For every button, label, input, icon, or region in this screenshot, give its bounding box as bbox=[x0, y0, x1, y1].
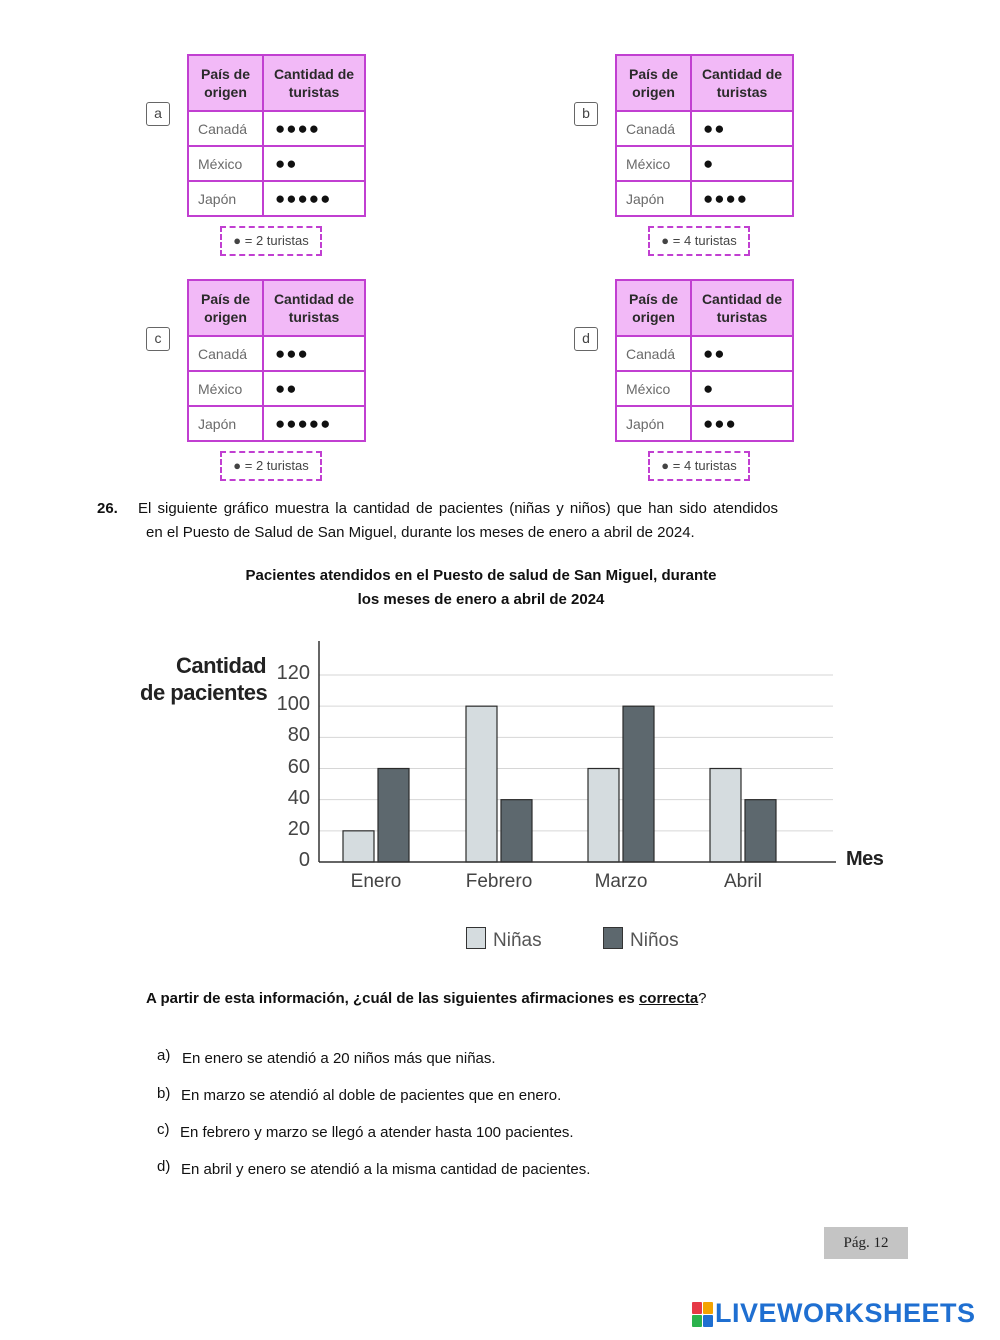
country-cell: México bbox=[616, 146, 691, 181]
bar-ninos-enero bbox=[378, 769, 409, 863]
dots-cell: ●●●●● bbox=[263, 181, 365, 216]
y-tick-label: 40 bbox=[287, 786, 310, 809]
header-count: Cantidad de turistas bbox=[263, 55, 365, 111]
bar-ninas-enero bbox=[343, 831, 374, 862]
question-emphasis: correcta bbox=[638, 990, 699, 1007]
dots-cell: ●● bbox=[691, 336, 793, 371]
header-count: Cantidad de turistas bbox=[691, 55, 793, 111]
question-text-line2: en el Puesto de Salud de San Miguel, durante los meses de enero a abril de 2024. bbox=[146, 524, 695, 541]
header-country: País de origen bbox=[616, 55, 691, 111]
question-text-line1: El siguiente gráfico muestra la cantidad de pacientes (niñas y niños) que han sido atendidos bbox=[138, 500, 779, 517]
dots-cell: ●●●● bbox=[691, 181, 793, 216]
bar-ninos-febrero bbox=[501, 800, 532, 862]
answer-label-d[interactable]: d) bbox=[157, 1158, 171, 1175]
dots-cell: ●● bbox=[691, 111, 793, 146]
country-cell: Canadá bbox=[616, 111, 691, 146]
country-cell: Japón bbox=[188, 181, 263, 216]
header-country: País de origen bbox=[616, 280, 691, 336]
x-axis-label: Mes bbox=[846, 848, 884, 870]
dots-cell: ● bbox=[691, 146, 793, 181]
country-cell: Japón bbox=[616, 181, 691, 216]
legend-key: ● = 4 turistas bbox=[648, 226, 750, 256]
question-prefix: A partir de esta información, ¿cuál de las siguientes afirmaciones es bbox=[146, 990, 639, 1007]
option-letter[interactable]: c bbox=[146, 327, 170, 351]
y-axis-label: Cantidad bbox=[176, 653, 267, 678]
legend-key: ● = 2 turistas bbox=[220, 451, 322, 481]
dots-cell: ●● bbox=[263, 371, 365, 406]
answer-label-c[interactable]: c) bbox=[157, 1121, 170, 1138]
header-country: País de origen bbox=[188, 280, 263, 336]
option-letter[interactable]: b bbox=[574, 102, 598, 126]
dots-cell: ●●● bbox=[691, 406, 793, 441]
answer-label-a[interactable]: a) bbox=[157, 1047, 171, 1064]
bar-ninas-febrero bbox=[466, 706, 497, 862]
bar-ninos-abril bbox=[745, 800, 776, 862]
bar-ninos-marzo bbox=[623, 706, 654, 862]
chart-subtitle: los meses de enero a abril de 2024 bbox=[357, 591, 605, 608]
dots-cell: ●●●● bbox=[263, 111, 365, 146]
legend-key: ● = 2 turistas bbox=[220, 226, 322, 256]
option-letter[interactable]: a bbox=[146, 102, 170, 126]
country-cell: Canadá bbox=[188, 336, 263, 371]
bar-ninas-abril bbox=[710, 769, 741, 863]
legend-label-ninos: Niños bbox=[630, 930, 679, 951]
legend-label-ninas: Niñas bbox=[493, 930, 542, 951]
option-letter[interactable]: d bbox=[574, 327, 598, 351]
x-tick-label: Marzo bbox=[594, 871, 648, 892]
country-cell: Canadá bbox=[616, 336, 691, 371]
country-cell: México bbox=[188, 146, 263, 181]
answer-text-d[interactable]: En abril y enero se atendió a la misma cantidad de pacientes. bbox=[181, 1161, 591, 1178]
y-tick-label: 20 bbox=[287, 817, 310, 840]
y-tick-label: 0 bbox=[298, 849, 310, 871]
question-suffix: ? bbox=[698, 990, 707, 1007]
dots-cell: ●● bbox=[263, 146, 365, 181]
header-count: Cantidad de turistas bbox=[691, 280, 793, 336]
country-cell: Japón bbox=[616, 406, 691, 441]
x-tick-label: Enero bbox=[350, 871, 402, 892]
answer-text-a[interactable]: En enero se atendió a 20 niños más que niñas. bbox=[182, 1050, 496, 1067]
chart-title: Pacientes atendidos en el Puesto de salud de San Miguel, durante bbox=[245, 567, 717, 584]
live-icon bbox=[692, 1302, 714, 1328]
dots-cell: ●●● bbox=[263, 336, 365, 371]
x-tick-label: Abril bbox=[723, 871, 762, 892]
header-country: País de origen bbox=[188, 55, 263, 111]
answer-text-c[interactable]: En febrero y marzo se llegó a atender hasta 100 pacientes. bbox=[180, 1124, 574, 1141]
brand-name: LIVEWORKSHEETS bbox=[715, 1298, 976, 1328]
y-tick-label: 60 bbox=[287, 755, 310, 778]
country-cell: Canadá bbox=[188, 111, 263, 146]
y-tick-label: 120 bbox=[276, 662, 310, 684]
answer-label-b[interactable]: b) bbox=[157, 1085, 171, 1102]
y-axis-label: de pacientes bbox=[140, 680, 268, 705]
country-cell: México bbox=[616, 371, 691, 406]
country-cell: Japón bbox=[188, 406, 263, 441]
legend-swatch-ninas bbox=[466, 927, 486, 949]
y-tick-label: 100 bbox=[276, 693, 310, 716]
answer-text-b[interactable]: En marzo se atendió al doble de pacientes que en enero. bbox=[181, 1087, 562, 1104]
legend-swatch-ninos bbox=[603, 927, 623, 949]
question-prompt bbox=[146, 990, 707, 1007]
y-tick-label: 80 bbox=[287, 724, 310, 747]
legend-key: ● = 4 turistas bbox=[648, 451, 750, 481]
bar-ninas-marzo bbox=[588, 769, 619, 863]
question-number: 26. bbox=[97, 500, 118, 517]
page-number: Pág. 12 bbox=[824, 1227, 908, 1259]
x-tick-label: Febrero bbox=[465, 871, 533, 892]
dots-cell: ●●●●● bbox=[263, 406, 365, 441]
dots-cell: ● bbox=[691, 371, 793, 406]
country-cell: México bbox=[188, 371, 263, 406]
header-count: Cantidad de turistas bbox=[263, 280, 365, 336]
